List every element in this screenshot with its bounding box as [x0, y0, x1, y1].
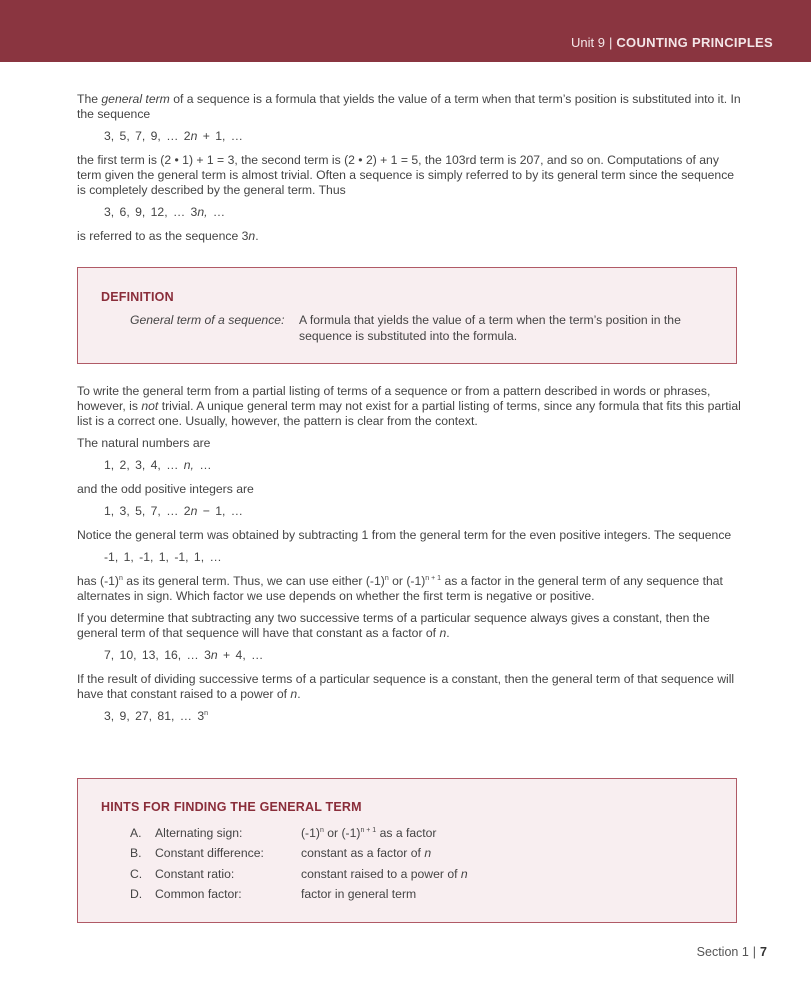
paragraph-general-term: The general term of a sequence is a formula that yields the value of a term when that term’s position is substituted into it. In the sequence: [77, 92, 741, 121]
intro-section: [77, 92, 742, 251]
hint-row: B. Constant difference: constant as a factor of n: [130, 846, 432, 860]
sequence-natural: 1, 2, 3, 4, … n, …: [104, 458, 212, 472]
hint-row: C. Constant ratio: constant raised to a power of n: [130, 867, 468, 881]
paragraph-difference: If you determine that subtracting any two successive terms of a particular sequence always gives a constant, then the general term of that sequence will have that constant as a factor of n.: [77, 611, 710, 640]
unit-label: Unit 9: [570, 35, 605, 50]
section-label: Section 1: [696, 945, 749, 959]
hints-title: HINTS FOR FINDING THE GENERAL TERM: [101, 800, 362, 814]
paragraph-computations: the first term is (2 • 1) + 1 = 3, the second term is (2 • 2) + 1 = 5, the 103rd term is 207, and so on. Computations of any term given the general term is almost trivial. Often a sequence is simply referred to by its general term since the sequence is completely described by the general term. Thus: [77, 153, 735, 197]
hint-row: A. Alternating sign: $(-1)^n$ or $(-1)^{n + 1}$ as a factor: [130, 826, 437, 840]
definition-box: [77, 267, 737, 364]
hint-row: D. Common factor: factor in general term: [130, 887, 417, 901]
definition-text: A formula that yields the value of a term when the term’s position in the sequence is substituted into the formula.: [299, 313, 681, 343]
sequence-odd-example: 3, 5, 7, 9, … 2n + 1, …: [104, 129, 243, 143]
sequence-alternating: -1, 1, -1, 1, -1, 1, …: [104, 550, 222, 564]
paragraph-notice: Notice the general term was obtained by subtracting 1 from the general term for the even positive integers. The sequence: [77, 528, 732, 542]
footer-separator: |: [752, 945, 757, 959]
page-footer: [697, 945, 767, 959]
sequence-3n-example: 3, 6, 9, 12, … 3n, …: [104, 205, 226, 219]
paragraph-ratio: If the result of dividing successive terms of a particular sequence is a constant, then the general term of that sequence will have that constant raised to a power of n.: [77, 672, 735, 701]
paragraph-odd-integers: and the odd positive integers are: [77, 482, 254, 496]
definition-term: General term of a sequence:: [130, 313, 285, 327]
page-number: 7: [760, 945, 767, 959]
definition-title: DEFINITION: [101, 290, 174, 304]
paragraph-alternating: has $(-1)^n$ as its general term. Thus, we can use either $(-1)^n$ or $(-1)^{n + 1}$ as a factor in the general term of any sequence that alternates in sign. Which factor we use depends on whether the first term is negative or positive.: [77, 574, 723, 603]
topic-label: COUNTING PRINCIPLES: [616, 35, 773, 50]
paragraph-not-trivial: To write the general term from a partial listing of terms of a sequence or from a pattern described in words or phrases, however, is not trivial. A unique general term may not exist for a partial listing of terms, since any formula that fits this partial list is a correct one. Usually, however, the pattern is clear from the context.: [77, 384, 741, 428]
sequence-difference: 7, 10, 13, 16, … 3n + 4, …: [104, 648, 264, 662]
header-bar: [0, 0, 811, 62]
sequence-odd: 1, 3, 5, 7, … 2n − 1, …: [104, 504, 243, 518]
body-section: [77, 384, 742, 733]
paragraph-natural-numbers: The natural numbers are: [77, 436, 211, 450]
sequence-ratio: 3, 9, 27, 81, … 3$^n$: [104, 709, 209, 723]
running-header: [571, 35, 773, 50]
paragraph-referred: is referred to as the sequence 3n.: [77, 229, 259, 243]
header-separator: |: [608, 35, 613, 50]
hints-box: [77, 778, 737, 923]
